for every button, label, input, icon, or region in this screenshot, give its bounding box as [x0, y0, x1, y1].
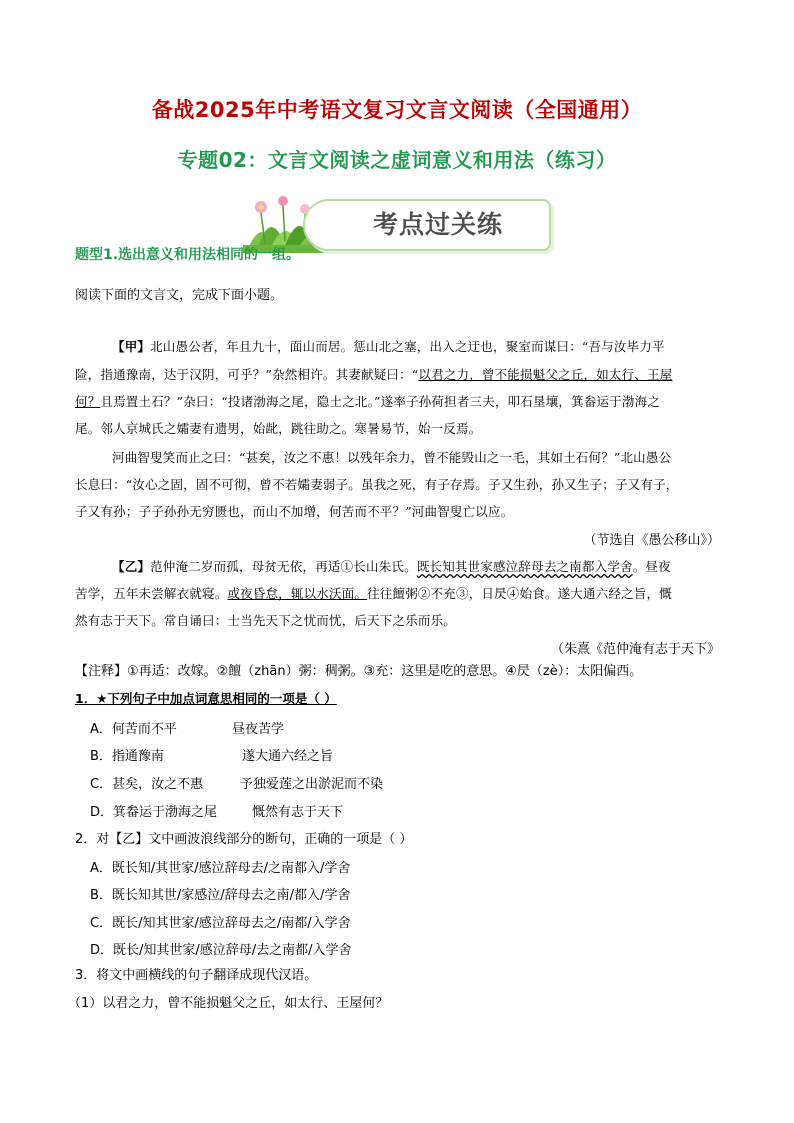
- passage-a-line-6: 长息曰：“汝心之固，固不可彻，曾不若孀妻弱子。虽我之死，有子存焉。子又生孙，孙又生子；子又有子，: [75, 477, 679, 492]
- question-3-sub-1: （1）以君之力，曾不能损魁父之丘，如太行、王屋何？: [68, 996, 389, 1011]
- passage-b-underlined: 或夜昏怠，辄以水沃面。: [227, 586, 368, 601]
- question-type-heading: 题型1.选出意义和用法相同的一组。: [75, 247, 301, 263]
- question-1-stem: 1．★下列句子中加点词意思相同的一项是（ ）: [75, 691, 337, 706]
- passage-b-text: 苦学，五年未尝解衣就寝。: [75, 586, 228, 601]
- document-title: 备战2025年中考语文复习文言文阅读（全国通用）: [151, 98, 643, 122]
- q2-option-b[interactable]: B．既长知其世/家感泣/辞母去之南/都入/学舍: [90, 888, 351, 903]
- passage-a-underlined: 何？: [75, 394, 101, 409]
- passage-b-tag: 【乙】: [112, 559, 151, 574]
- passage-a-source: （节选自《愚公移山》）: [583, 533, 720, 548]
- passage-b-text: 。昼夜: [632, 559, 671, 574]
- document-subtitle: 专题02：文言文阅读之虚词意义和用法（练习）: [177, 148, 617, 172]
- passage-b-text: 往往饘粥②不充③，日昃④始食。遂大通六经之旨，慨: [367, 586, 672, 601]
- option-right-text: 慨然有志于天下: [252, 805, 344, 820]
- passage-a-line-3: [75, 392, 720, 410]
- passage-a-text: 北山愚公者，年且九十，面山而居。惩山北之塞，出入之迂也，聚室而谋曰：“吾与汝毕力平: [150, 339, 665, 354]
- passage-b-wavy-underlined: 既长知其世家感泣辞母去之南都入学舍: [416, 559, 633, 574]
- passage-a-line-1: [112, 337, 722, 355]
- passage-a-line-7: 子又有孙；子子孙孙无穷匮也，而山不加增，何苦而不平？”河曲智叟亡以应。: [75, 504, 514, 519]
- passage-b-line-3: 然有志于天下。常自诵曰：士当先天下之忧而忧，后天下之乐而乐。: [75, 613, 457, 628]
- annotation-notes: 【注释】①再适：改嫁。②饘（zhān）粥：稠粥。③充：这里是吃的意思。④昃（zè）：太阳偏西。: [75, 664, 643, 679]
- option-right-text: 昼夜苦学: [232, 722, 285, 737]
- passage-a-text: 险，指通豫南，达于汉阴，可乎？”杂然相许。其妻献疑曰：“: [75, 367, 419, 382]
- passage-b-text: 范仲淹二岁而孤，母贫无依，再适①长山朱氏。: [150, 559, 417, 574]
- passage-a-text: 且焉置土石？”杂曰：“投诸渤海之尾，隐土之北。”遂率子孙荷担者三夫，叩石垦壤，箕畚运于渤海之: [100, 394, 661, 409]
- q2-option-c[interactable]: C．既长/知其世家/感泣辞母去之/南都/入学舍: [90, 916, 351, 931]
- passage-b-source: （朱熹《范仲淹有志于天下》: [550, 642, 720, 657]
- q1-option-b[interactable]: [90, 745, 333, 764]
- option-left-text: B．指通豫南: [90, 749, 164, 764]
- passage-a-line-2: [75, 365, 720, 383]
- passage-a-underlined: 以君之力，曾不能损魁父之丘，如太行、王屋: [418, 367, 673, 382]
- banner-label: 考点过关练: [372, 210, 503, 239]
- q1-option-d[interactable]: [90, 801, 343, 820]
- option-right-text: 遂大通六经之旨: [242, 749, 334, 764]
- option-left-text: D．箕畚运于渤海之尾: [90, 805, 218, 820]
- question-3-stem: 3．将文中画横线的句子翻译成现代汉语。: [75, 968, 318, 983]
- question-2-stem: 2．对【乙】文中画波浪线部分的断句，正确的一项是（ ）: [75, 832, 413, 847]
- option-right-text: 予独爱莲之出淤泥而不染: [240, 777, 384, 792]
- passage-a-line-4: 尾。邻人京城氏之孀妻有遗男，始龀，跳往助之。寒暑易节，始一反焉。: [75, 421, 482, 436]
- passage-b-line-2: [75, 584, 720, 602]
- passage-b-line-1: [112, 557, 722, 575]
- q1-option-c[interactable]: [90, 773, 383, 792]
- passage-a-line-5: 河曲智叟笑而止之曰：“甚矣，汝之不惠！以残年余力，曾不能毁山之一毛，其如土石何？”北山愚公: [112, 450, 672, 465]
- q1-option-a[interactable]: [90, 718, 284, 737]
- q2-option-a[interactable]: A．既长知/其世家/感泣辞母去/之南都入/学舍: [90, 861, 351, 876]
- option-left-text: A．何苦而不平: [90, 722, 177, 737]
- instruction-text: 阅读下面的文言文，完成下面小题。: [75, 288, 284, 303]
- passage-a-tag: 【甲】: [112, 339, 151, 354]
- q2-option-d[interactable]: D．既长/知其世家/感泣辞母/去之南都/入学舍: [90, 943, 352, 958]
- option-left-text: C．甚矣，汝之不惠: [90, 777, 204, 792]
